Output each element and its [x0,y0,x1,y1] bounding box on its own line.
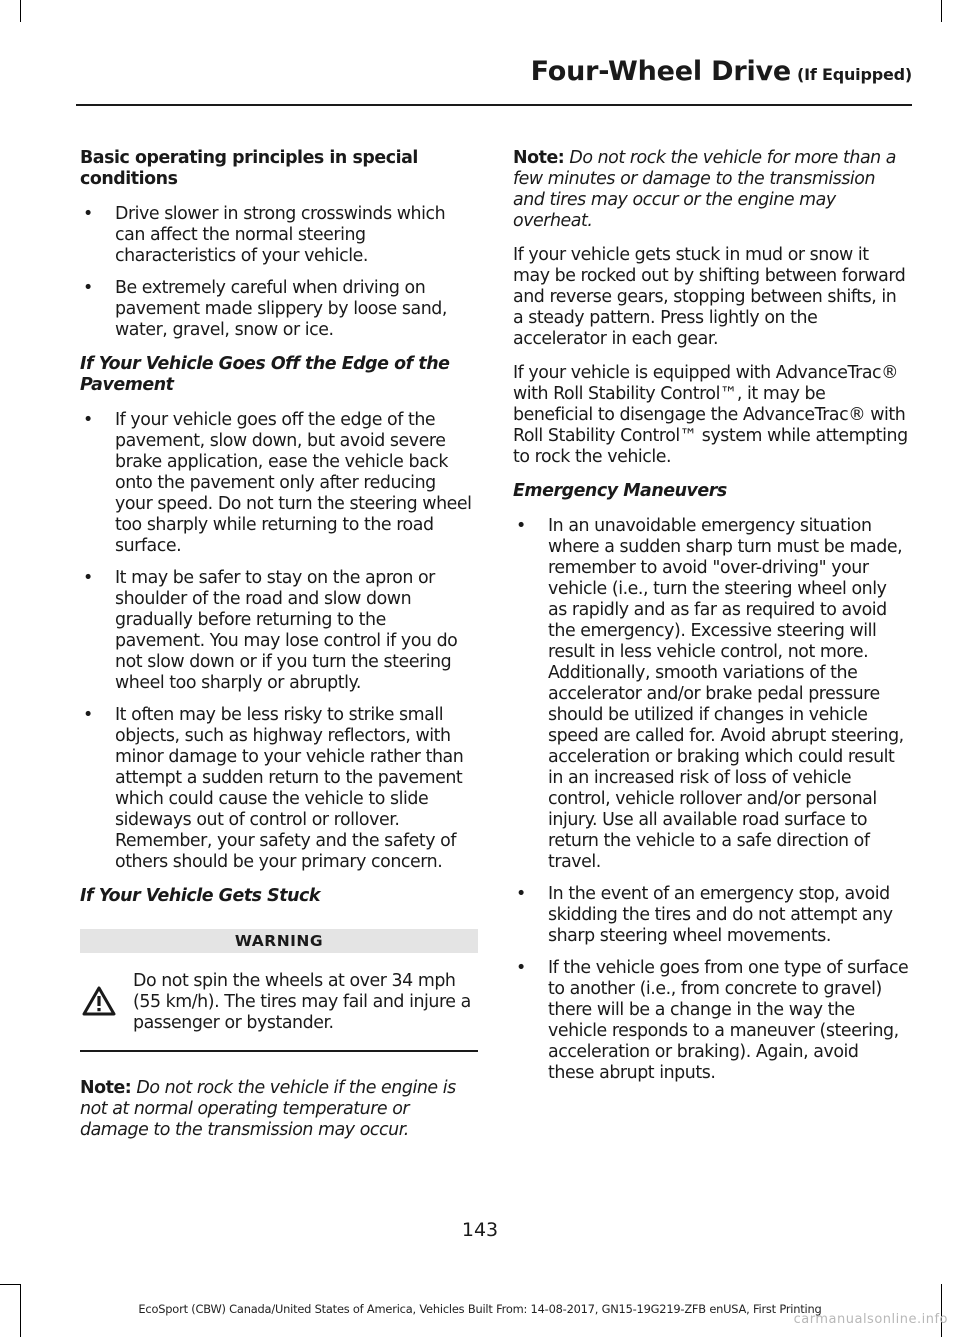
off-edge-list [80,410,478,873]
list-item: • Be extremely careful when driving on pavement made slippery by loose sand, water, gravel, snow or ice. [83,278,447,340]
page-number: 143 [461,1219,499,1241]
footer-text: EcoSport (CBW) Canada/United States of America, Vehicles Built From: 14-08-2017, GN15-19G219-ZFB enUSA, First Printing [138,1302,822,1316]
list-item: • Drive slower in strong crosswinds which can affect the normal steering characteristics of your vehicle. [83,204,446,266]
left-column [80,148,478,1154]
note-rocking-duration [513,148,909,232]
bullet-icon: • [516,958,526,978]
note-label: Note: [80,1078,132,1098]
heading-emergency-maneuvers: Emergency Maneuvers [513,481,727,501]
crop-mark-top-right-vertical [941,0,942,22]
note-text: Do not rock the vehicle for more than a few minutes or damage to the transmission and tires may occur or the engine may overheat. [513,148,897,231]
warning-text: Do not spin the wheels at over 34 mph (55 km/h). The tires may fail and injure a passenger or bystander. [133,971,471,1033]
page-header-title [531,56,912,87]
right-column [513,148,909,1097]
header-rule [76,104,912,106]
list-item: • It often may be less risky to strike small objects, such as highway reflectors, with minor damage to your vehicle rather than attempt a sudden return to the pavement which could cause the vehicle to slide sideways out of control or rollover. Remember, your safety and the safety of others should be your primary concern. [83,705,464,872]
heading-special-conditions: Basic operating principles in special conditions [80,148,418,189]
chapter-subtitle: (If Equipped) [797,65,912,84]
list-item: • In the event of an emergency stop, avoid skidding the tires and do not attempt any sharp steering wheel movements. [516,884,893,946]
warning-body [80,953,478,1052]
bullet-icon: • [83,410,93,430]
bullet-icon: • [83,204,93,224]
special-conditions-list [80,204,478,341]
crop-mark-bottom-left-horizontal [0,1284,20,1285]
heading-gets-stuck: If Your Vehicle Gets Stuck [80,886,321,906]
crop-mark-top-left-vertical [20,0,21,22]
list-item: • It may be safer to stay on the apron or shoulder of the road and slow down gradually before returning to the pavement. You may lose control if you do not slow down or if you turn the steering wheel too sharply or abruptly. [83,568,458,693]
warning-triangle-icon [82,986,116,1034]
list-item: • In an unavoidable emergency situation where a sudden sharp turn must be made, remember to avoid "over-driving" your vehicle (i.e., turn the steering wheel only as rapidly and as far as required to avoid the emergency). Excessive steering will result in less vehicle control, not more. Additionally, smooth variations of the accelerator and/or brake pedal pressure should be utilized if changes in vehicle speed are called for. Avoid abrupt steering, acceleration or braking which could result in an increased risk of loss of vehicle control, vehicle rollover and/or personal injury. Use all available road surface to return the vehicle to a safe direction of travel. [516,516,904,872]
note-label: Note: [513,148,565,168]
list-item: • If the vehicle goes from one type of surface to another (i.e., from concrete to gravel) there will be a change in the way the vehicle responds to a maneuver (steering, acceleration or braking). Again, avoid these abrupt inputs. [516,958,909,1083]
note-text: Do not rock the vehicle if the engine is not at normal operating temperature or damage to the transmission may occur. [80,1078,456,1140]
emergency-list [513,516,909,1084]
chapter-title: Four-Wheel Drive [530,56,792,87]
watermark: carmanualsonline.info [793,1312,948,1327]
bullet-icon: • [83,278,93,298]
bullet-icon: • [83,568,93,588]
bullet-icon: • [516,516,526,536]
list-item: • If your vehicle goes off the edge of the pavement, slow down, but avoid severe brake application, ease the vehicle back onto the pavement only after reducing your speed. Do not turn the steering wheel too sharply while returning to the road surface. [83,410,472,556]
warning-title: WARNING [80,929,478,953]
warning-box [80,929,478,1052]
bullet-icon: • [516,884,526,904]
note-engine-temperature [80,1078,478,1141]
heading-off-edge: If Your Vehicle Goes Off the Edge of the Pavement [80,354,450,395]
paragraph-mud-snow: If your vehicle gets stuck in mud or snow it may be rocked out by shifting between forward and reverse gears, stopping between shifts, in a steady pattern. Press lightly on the accelerator in each gear. [513,245,906,349]
paragraph-advancetrac: If your vehicle is equipped with AdvanceTrac® with Roll Stability Control™, it may be beneficial to disengage the AdvanceTrac® with Roll Stability Control™ system while attempting to rock the vehicle. [513,363,908,467]
bullet-icon: • [83,705,93,725]
